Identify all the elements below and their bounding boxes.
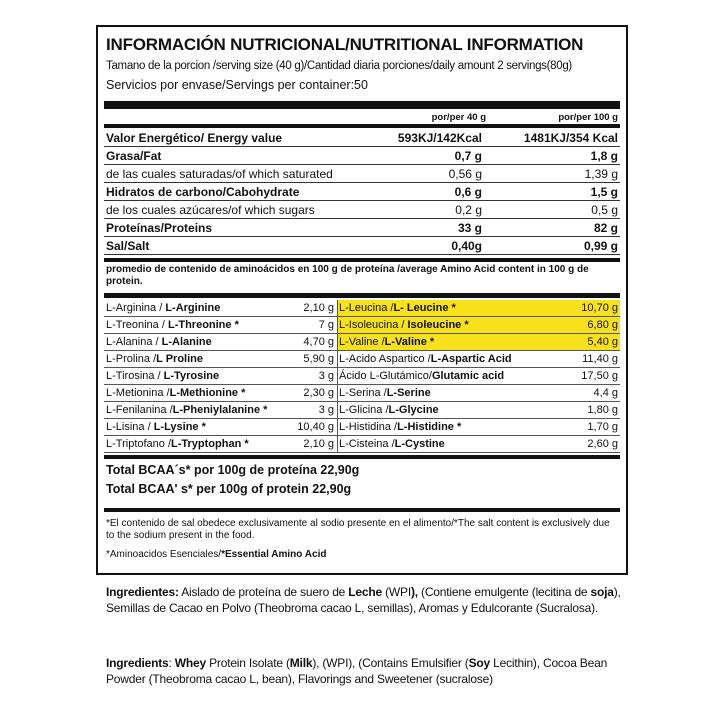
amino-right-en: L-Valine * — [384, 336, 435, 348]
amino-left-en: L-Threonine * — [167, 319, 239, 331]
amino-right-cell — [337, 436, 620, 452]
amino-right-value: 1,80 g — [587, 404, 618, 416]
amino-left-es: L-Metionina / — [106, 387, 170, 399]
allergen-soy: Soy — [468, 656, 491, 670]
servings-per-container: Servicios por envase/Servings per container:50 — [106, 78, 368, 92]
amino-right-name — [339, 438, 445, 450]
amino-left-value: 2,10 g — [303, 302, 334, 314]
value-per-40g: 0,6 g — [454, 185, 482, 199]
amino-left-value: 3 g — [318, 370, 334, 382]
amino-right-name — [339, 319, 469, 331]
ingredients-en-text-1: : — [168, 656, 175, 670]
column-header-per-40g: por/per 40 g — [431, 112, 486, 123]
ingredients-en-text-3: ), (WPI), (Contains Emulsifier ( — [312, 656, 469, 670]
amino-left-name — [106, 438, 249, 450]
nutrient-label: Proteínas/Proteins — [106, 221, 213, 235]
ingredients-en-text-4: Lecithin), Cocoa Bean Powder (Theobroma cacao L, bean), Flavorings and Sweetener (sucralose) — [106, 656, 608, 686]
amino-left-es: L-Arginina / — [106, 302, 166, 314]
column-header-per-100g: por/per 100 g — [558, 112, 618, 123]
amino-right-en: L-Cystine — [394, 438, 445, 450]
value-per-40g: 0,7 g — [454, 149, 482, 163]
value-per-100g: 1,8 g — [590, 149, 618, 163]
value-per-100g: 1,39 g — [584, 167, 618, 181]
amino-right-cell — [337, 385, 620, 401]
nutrition-row — [104, 183, 620, 201]
amino-left-name — [106, 336, 212, 348]
allergen-soja: soja — [590, 585, 614, 599]
amino-row — [104, 385, 620, 402]
amino-right-es: Ácido L-Glutámico/ — [339, 370, 432, 382]
amino-left-value: 2,30 g — [303, 387, 334, 399]
value-per-40g: 0,40g — [451, 239, 482, 253]
amino-right-en: L- Leucine * — [393, 302, 456, 314]
amino-right-en: L-Glycine — [388, 404, 439, 416]
allergen-leche: Leche — [348, 585, 382, 599]
nutrition-row — [104, 237, 620, 255]
ingredients-es-text-3: (Contiene emulgente (lecitina de — [417, 585, 591, 599]
value-per-100g: 1481KJ/354 Kcal — [523, 131, 618, 145]
amino-right-value: 17,50 g — [581, 370, 618, 382]
amino-right-es: L-Acido Aspartico / — [339, 353, 431, 365]
amino-right-en: L-Histidine * — [397, 421, 462, 433]
amino-right-value: 5,40 g — [587, 336, 618, 348]
bcaa-divider — [104, 455, 620, 459]
amino-right-value: 6,80 g — [587, 319, 618, 331]
amino-right-name — [339, 353, 512, 365]
amino-right-value: 2,60 g — [587, 438, 618, 450]
amino-row — [104, 334, 620, 351]
amino-intro-text: promedio de contenido de aminoácidos en 100 g de proteína /average Amino Acid content in 100 g de protein. — [106, 264, 589, 287]
amino-left-es: L-Fenilanina / — [106, 404, 173, 416]
nutrition-row — [104, 201, 620, 219]
value-per-100g: 1,5 g — [590, 185, 618, 199]
amino-right-cell — [337, 351, 620, 367]
amino-left-es: L-Alanina / — [106, 336, 162, 348]
amino-left-value: 4,70 g — [303, 336, 334, 348]
amino-right-value: 1,70 g — [587, 421, 618, 433]
amino-left-name — [106, 421, 206, 433]
amino-right-en: Glutamic acid — [431, 370, 505, 382]
value-per-40g: 0,2 g — [455, 203, 482, 217]
amino-left-name — [106, 353, 203, 365]
value-per-100g: 0,5 g — [591, 203, 618, 217]
ingredients-es-label: Ingredientes: — [106, 585, 179, 599]
amino-right-es: L-Leucina / — [339, 302, 394, 314]
amino-right-cell — [337, 300, 620, 316]
amino-left-en: L-Arginine — [165, 302, 221, 314]
nutrient-label: Grasa/Fat — [106, 149, 162, 163]
amino-left-name — [106, 404, 267, 416]
amino-right-en: L-Aspartic Acid — [430, 353, 512, 365]
salt-note: *El contenido de sal obedece exclusivamente al sodio presente en el alimento/*The salt content is exclusively due to the sodium present in the food. — [106, 518, 610, 541]
amino-right-value: 10,70 g — [581, 302, 618, 314]
nutrition-panel — [96, 25, 628, 575]
amino-right-name — [339, 336, 434, 348]
amino-right-es: L-Cisteina / — [339, 438, 395, 450]
amino-left-es: L-Treonina / — [106, 319, 168, 331]
bcaa-total-es: Total BCAA´s* por 100g de proteína 22,90g — [106, 463, 360, 477]
essential-amino-note — [106, 549, 620, 561]
amino-left-es: L-Tirosina / — [106, 370, 164, 382]
amino-right-es: L-Serina / — [339, 387, 387, 399]
bcaa-total-en: Total BCAA' s* per 100g of protein 22,90g — [106, 482, 352, 496]
amino-row — [104, 351, 620, 368]
amino-right-value: 4,4 g — [593, 387, 618, 399]
amino-left-en: L-Pheniylalanine * — [172, 404, 268, 416]
nutrition-row — [104, 219, 620, 237]
amino-row — [104, 402, 620, 419]
amino-right-name — [339, 404, 439, 416]
value-per-40g: 33 g — [457, 221, 482, 235]
amino-right-es: L-Valine / — [339, 336, 385, 348]
amino-right-cell — [337, 402, 620, 418]
amino-left-name — [106, 319, 239, 331]
serving-size-line: Tamano de la porcion /serving size (40 g)/Cantidad diaria porciones/daily amount 2 servings(80g) — [106, 60, 572, 72]
amino-left-es: L-Triptofano / — [106, 438, 172, 450]
amino-left-en: L-Tyrosine — [163, 370, 220, 382]
amino-row — [104, 368, 620, 385]
amino-row — [104, 419, 620, 436]
allergen-milk: Milk — [289, 656, 313, 670]
panel-title: INFORMACIÓN NUTRICIONAL/NUTRITIONAL INFORMATION — [106, 35, 584, 54]
amino-left-value: 10,40 g — [297, 421, 334, 433]
amino-row — [104, 300, 620, 317]
ingredients-es-bold-paren: ), — [410, 585, 418, 599]
amino-right-en: Isoleucine * — [407, 319, 469, 331]
header-divider — [104, 124, 620, 128]
ingredients-es-text-2: (WPI — [381, 585, 411, 599]
essential-note-es: *Aminoacidos Esenciales/ — [106, 549, 222, 560]
amino-row — [104, 436, 620, 453]
nutrition-row — [104, 147, 620, 165]
value-per-100g: 0,99 g — [583, 239, 618, 253]
essential-note-en: *Essential Amino Acid — [221, 549, 327, 560]
amino-column-divider — [337, 300, 338, 453]
nutrient-label: Valor Energético/ Energy value — [106, 131, 283, 145]
value-per-40g: 593KJ/142Kcal — [397, 131, 482, 145]
amino-right-en: L-Serine — [386, 387, 431, 399]
amino-left-value: 7 g — [318, 319, 334, 331]
amino-right-cell — [337, 317, 620, 333]
amino-left-es: L-Prolina / — [106, 353, 157, 365]
ingredients-es-text-1: Aislado de proteína de suero de — [178, 585, 349, 599]
amino-header-divider — [104, 293, 620, 298]
nutrient-label: de las cuales saturadas/of which saturated — [106, 167, 333, 181]
value-per-100g: 82 g — [593, 221, 618, 235]
ingredients-en-text-2: Protein Isolate ( — [205, 656, 290, 670]
amino-right-name — [339, 421, 461, 433]
amino-right-es: L-Isoleucina / — [339, 319, 408, 331]
amino-left-value: 2,10 g — [303, 438, 334, 450]
amino-left-en: L-Lysine * — [153, 421, 206, 433]
amino-left-en: L-Tryptophan * — [171, 438, 249, 450]
amino-left-en: L Proline — [156, 353, 204, 365]
amino-right-name — [339, 387, 431, 399]
ingredients-en — [106, 655, 626, 687]
amino-left-name — [106, 302, 220, 314]
amino-left-en: L-Alanine — [161, 336, 212, 348]
nutrient-label: Hidratos de carbono/Cabohydrate — [106, 185, 300, 199]
notes-divider — [104, 508, 620, 512]
amino-right-name — [339, 302, 456, 314]
ingredients-es-text-4: ), Semillas de Cacao en Polvo (Theobroma cacao L, semillas), Aromas y Edulcorante (Sucralosa). — [106, 585, 621, 615]
amino-divider — [104, 258, 620, 262]
amino-right-value: 11,40 g — [582, 353, 618, 365]
amino-right-es: L-Glicina / — [339, 404, 389, 416]
ingredients-en-label: Ingredients — [106, 656, 169, 670]
ingredients-es — [106, 584, 626, 616]
nutrient-label: Sal/Salt — [106, 239, 150, 253]
amino-left-name — [106, 370, 219, 382]
amino-row — [104, 317, 620, 334]
amino-right-cell — [337, 419, 620, 435]
allergen-whey: Whey — [174, 656, 206, 670]
nutrient-label: de los cuales azúcares/of which sugars — [106, 203, 315, 217]
amino-right-cell — [337, 334, 620, 350]
nutrition-row — [104, 129, 620, 147]
amino-right-es: L-Histidina / — [339, 421, 398, 433]
amino-right-name — [339, 370, 504, 382]
amino-left-value: 3 g — [318, 404, 334, 416]
amino-left-name — [106, 387, 245, 399]
amino-left-es: L-Lisina / — [106, 421, 154, 433]
amino-right-cell — [337, 368, 620, 384]
amino-left-en: L-Methionine * — [169, 387, 246, 399]
amino-left-value: 5,90 g — [303, 353, 334, 365]
thick-divider — [104, 101, 620, 109]
value-per-40g: 0,56 g — [448, 167, 482, 181]
nutrition-row — [104, 165, 620, 183]
